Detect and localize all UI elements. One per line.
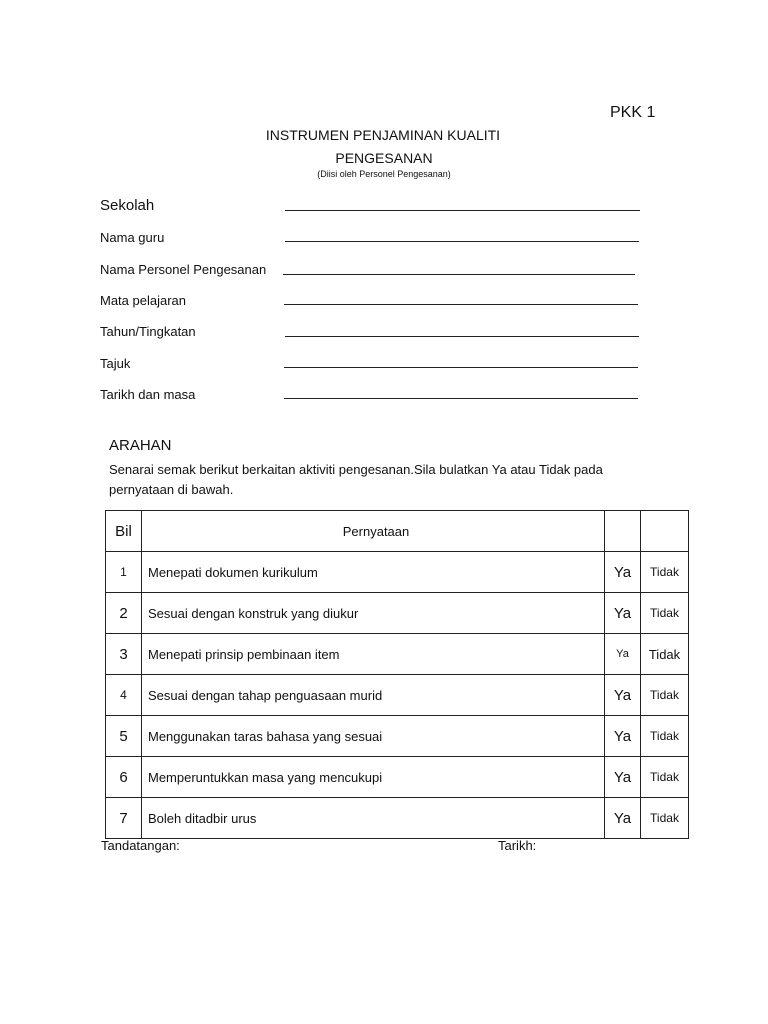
option-ya[interactable]: Ya	[605, 552, 641, 593]
row-bil: 7	[106, 798, 142, 839]
field-line-tarikh-masa[interactable]	[284, 398, 638, 399]
option-tidak[interactable]: Tidak	[641, 716, 689, 757]
table-row	[106, 716, 689, 757]
option-tidak[interactable]: Tidak	[641, 593, 689, 634]
row-bil: 1	[106, 552, 142, 593]
field-label-sekolah: Sekolah	[100, 197, 155, 214]
header-pernyataan: Pernyataan	[142, 511, 605, 552]
option-tidak[interactable]: Tidak	[641, 675, 689, 716]
table-row	[106, 757, 689, 798]
field-label-tarikh-masa: Tarikh dan masa	[100, 387, 196, 402]
header-tidak	[641, 511, 689, 552]
row-statement: Menggunakan taras bahasa yang sesuai	[142, 716, 605, 757]
field-label-mata-pelajaran: Mata pelajaran	[100, 293, 186, 308]
form-note: (Diisi oleh Personel Pengesanan)	[317, 169, 451, 179]
signature-label: Tandatangan:	[101, 838, 180, 853]
row-bil: 3	[106, 634, 142, 675]
header-ya	[605, 511, 641, 552]
date-label: Tarikh:	[498, 838, 537, 853]
field-line-nama-guru[interactable]	[285, 241, 639, 242]
field-label-tajuk: Tajuk	[100, 356, 131, 371]
field-label-nama-personel: Nama Personel Pengesanan	[100, 262, 267, 277]
table-row	[106, 634, 689, 675]
field-line-nama-personel[interactable]	[283, 274, 635, 275]
option-tidak[interactable]: Tidak	[641, 634, 689, 675]
checklist-table	[105, 510, 689, 839]
row-statement: Boleh ditadbir urus	[142, 798, 605, 839]
row-bil: 2	[106, 593, 142, 634]
arahan-heading: ARAHAN	[109, 437, 172, 454]
table-row	[106, 798, 689, 839]
option-tidak[interactable]: Tidak	[641, 798, 689, 839]
row-bil: 5	[106, 716, 142, 757]
field-line-tajuk[interactable]	[284, 367, 638, 368]
option-tidak[interactable]: Tidak	[641, 552, 689, 593]
row-statement: Menepati prinsip pembinaan item	[142, 634, 605, 675]
row-statement: Menepati dokumen kurikulum	[142, 552, 605, 593]
arahan-text: Senarai semak berikut berkaitan aktiviti pengesanan.Sila bulatkan Ya atau Tidak pada pernyataan di bawah.	[109, 462, 603, 497]
option-tidak[interactable]: Tidak	[641, 757, 689, 798]
row-bil: 4	[106, 675, 142, 716]
table-row	[106, 552, 689, 593]
row-bil: 6	[106, 757, 142, 798]
field-line-tahun-tingkatan[interactable]	[285, 336, 639, 337]
form-title: INSTRUMEN PENJAMINAN KUALITI	[265, 127, 501, 143]
form-subtitle: PENGESANAN	[335, 150, 433, 166]
option-ya[interactable]: Ya	[605, 716, 641, 757]
row-statement: Sesuai dengan konstruk yang diukur	[142, 593, 605, 634]
table-row	[106, 593, 689, 634]
header-bil: Bil	[106, 511, 142, 552]
field-label-nama-guru: Nama guru	[100, 230, 165, 245]
table-header-row	[106, 511, 689, 552]
field-label-tahun-tingkatan: Tahun/Tingkatan	[100, 324, 196, 339]
option-ya[interactable]: Ya	[605, 634, 641, 675]
option-ya[interactable]: Ya	[605, 798, 641, 839]
row-statement: Memperuntukkan masa yang mencukupi	[142, 757, 605, 798]
table-row	[106, 675, 689, 716]
option-ya[interactable]: Ya	[605, 675, 641, 716]
field-line-sekolah[interactable]	[285, 210, 640, 211]
row-statement: Sesuai dengan tahap penguasaan murid	[142, 675, 605, 716]
field-line-mata-pelajaran[interactable]	[284, 304, 638, 305]
option-ya[interactable]: Ya	[605, 757, 641, 798]
form-code: PKK 1	[610, 104, 656, 121]
option-ya[interactable]: Ya	[605, 593, 641, 634]
